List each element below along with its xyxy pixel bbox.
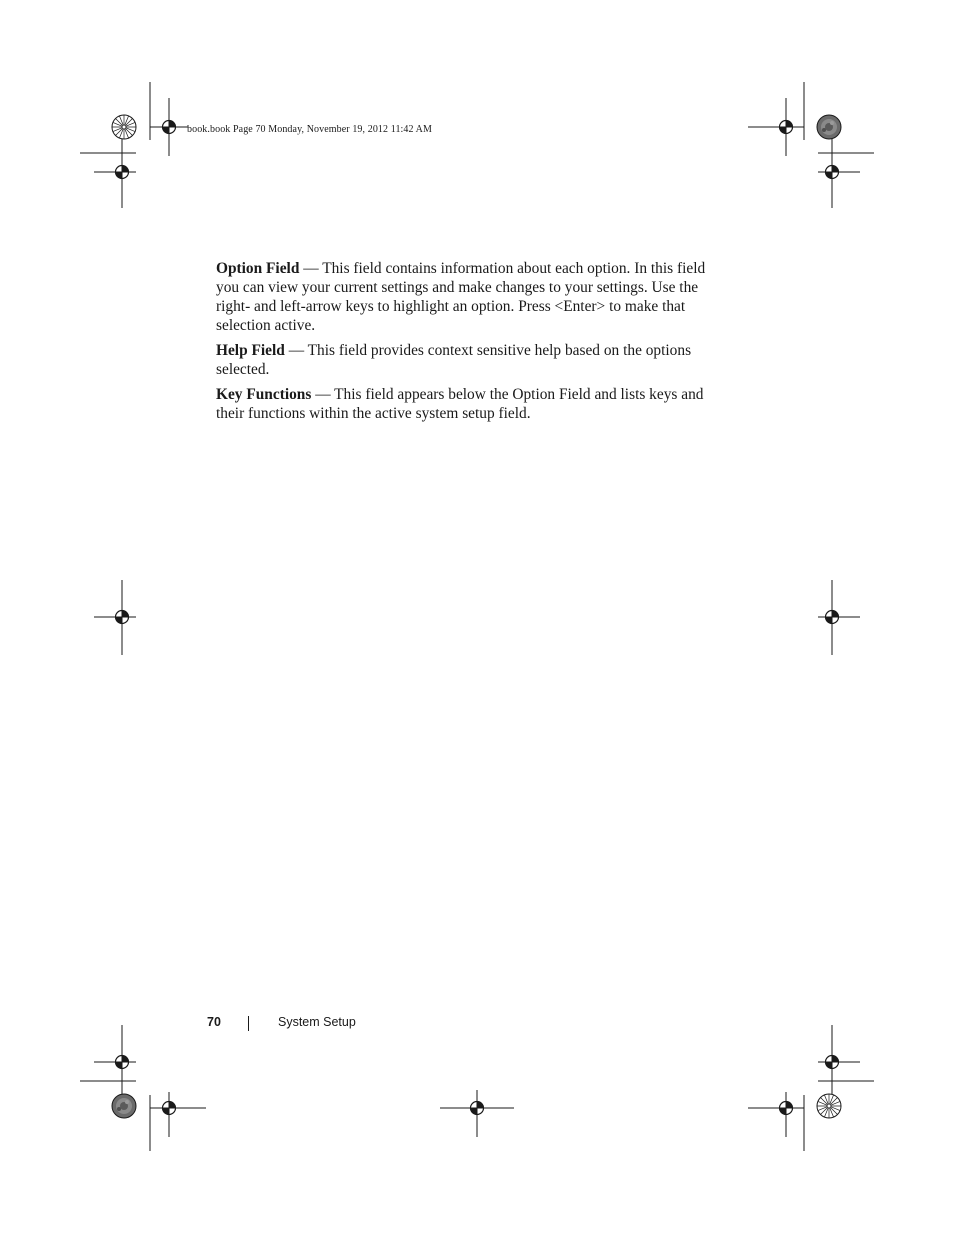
paragraph-term: Option Field — [216, 260, 300, 277]
registration-mark-icon — [116, 611, 129, 624]
registration-mark-icon — [116, 166, 129, 179]
star-target-icon — [112, 115, 136, 139]
paragraph-text: — This field contains information about each option. In this field you can view your current settings and make changes to your settings. Use the right- and left-arrow keys to highlight an option. Press <Enter> to make that selection active. — [216, 260, 706, 334]
page-footer — [0, 1015, 954, 1035]
key-functions-paragraph — [216, 385, 716, 423]
paragraph-term: Key Functions — [216, 386, 312, 403]
crop-mark-top-right — [748, 82, 874, 208]
paragraph-text: — This field provides context sensitive help based on the options selected. — [216, 342, 692, 378]
registration-mark-icon — [163, 121, 176, 134]
registration-mark-icon — [826, 166, 839, 179]
section-title: System Setup — [278, 1015, 356, 1029]
registration-mark-icon — [826, 611, 839, 624]
page-content — [216, 259, 716, 429]
crop-mark-bottom-left — [80, 1025, 206, 1151]
footer-divider — [248, 1016, 249, 1031]
star-target-icon — [817, 1094, 841, 1118]
registration-mark-icon — [163, 1102, 176, 1115]
print-slug: book.book Page 70 Monday, November 19, 2012 11:42 AM — [187, 124, 432, 135]
gray-target-icon — [817, 115, 841, 139]
paragraph-term: Help Field — [216, 342, 285, 359]
paragraph-text: — This field appears below the Option Field and lists keys and their functions within the active system setup field. — [216, 386, 704, 422]
registration-mark-icon — [780, 1102, 793, 1115]
crop-mark-top-left — [80, 82, 188, 208]
page-number: 70 — [207, 1015, 221, 1029]
option-field-paragraph — [216, 259, 716, 335]
registration-mark-icon — [116, 1056, 129, 1069]
gray-target-icon — [112, 1094, 136, 1118]
registration-mark-icon — [780, 121, 793, 134]
help-field-paragraph — [216, 341, 716, 379]
registration-mark-icon — [826, 1056, 839, 1069]
registration-mark-icon — [471, 1102, 484, 1115]
crop-mark-bottom-right — [748, 1025, 874, 1151]
